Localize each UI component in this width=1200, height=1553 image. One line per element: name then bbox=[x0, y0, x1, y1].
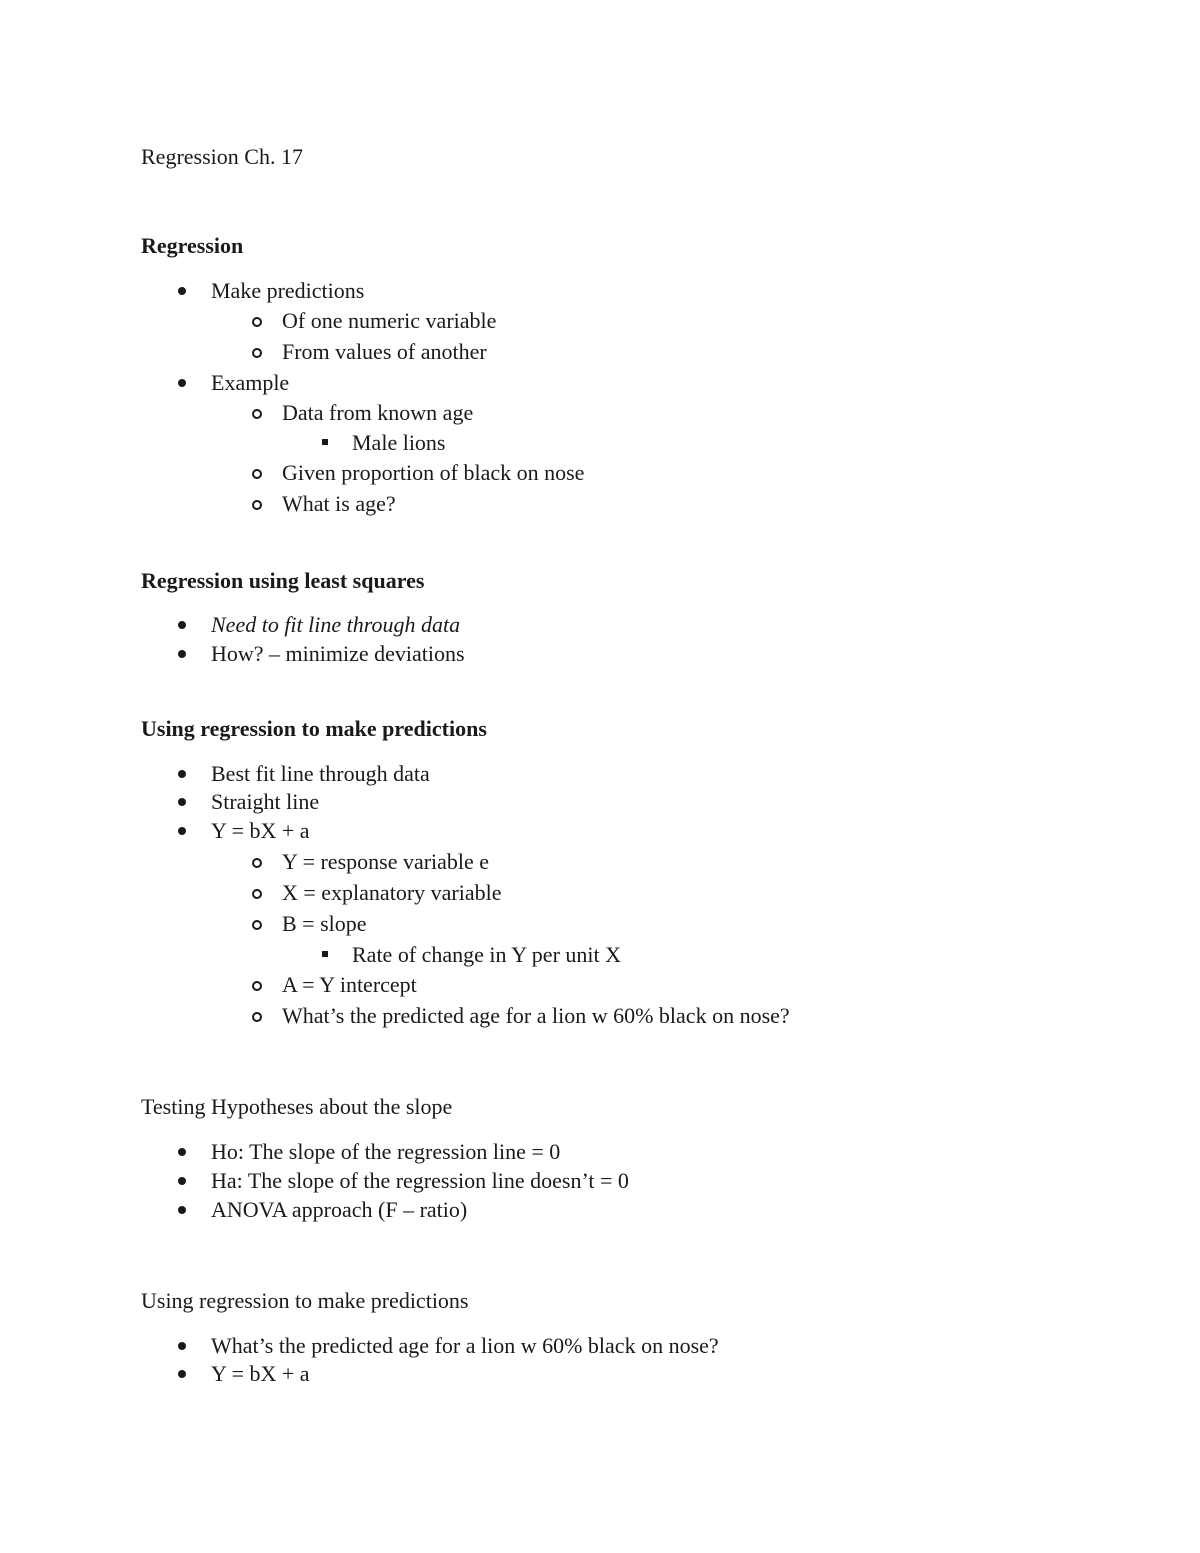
section-heading-regression: Regression bbox=[141, 233, 244, 258]
list-item: Of one numeric variable bbox=[282, 308, 497, 333]
list-item: A = Y intercept bbox=[282, 972, 417, 997]
disc-bullet-icon bbox=[171, 1168, 197, 1194]
list-item: Data from known age bbox=[282, 400, 474, 425]
list-item: Best fit line through data bbox=[211, 761, 430, 786]
list-item: How? – minimize deviations bbox=[211, 641, 465, 666]
list-item: What’s the predicted age for a lion w 60% black on nose? bbox=[211, 1333, 719, 1358]
list-item: Y = bX + a bbox=[211, 1361, 310, 1386]
list-item: X = explanatory variable bbox=[282, 880, 502, 905]
list-item: Male lions bbox=[352, 430, 446, 455]
disc-bullet-icon bbox=[171, 761, 197, 787]
ring-bullet-icon bbox=[246, 460, 272, 486]
ring-bullet-icon bbox=[246, 400, 272, 426]
section-heading-hypotheses: Testing Hypotheses about the slope bbox=[141, 1094, 453, 1119]
list-item: Need to fit line through data bbox=[211, 612, 461, 637]
list-item: Rate of change in Y per unit X bbox=[352, 942, 622, 967]
ring-bullet-icon bbox=[246, 911, 272, 937]
disc-bullet-icon bbox=[171, 1361, 197, 1387]
disc-bullet-icon bbox=[171, 1139, 197, 1165]
ring-bullet-icon bbox=[246, 308, 272, 334]
disc-bullet-icon bbox=[171, 641, 197, 667]
list-item: Y = bX + a bbox=[211, 818, 310, 843]
list-item: From values of another bbox=[282, 339, 487, 364]
disc-bullet-icon bbox=[171, 818, 197, 844]
list-item: Ho: The slope of the regression line = 0 bbox=[211, 1139, 561, 1164]
ring-bullet-icon bbox=[246, 339, 272, 365]
section-heading-predictions-2: Using regression to make predictions bbox=[141, 1288, 469, 1313]
disc-bullet-icon bbox=[171, 370, 197, 396]
ring-bullet-icon bbox=[246, 849, 272, 875]
list-item: What’s the predicted age for a lion w 60% black on nose? bbox=[282, 1003, 790, 1028]
square-bullet-icon bbox=[316, 430, 342, 456]
list-item: Given proportion of black on nose bbox=[282, 460, 585, 485]
disc-bullet-icon bbox=[171, 1197, 197, 1223]
ring-bullet-icon bbox=[246, 972, 272, 998]
section-heading-least-squares: Regression using least squares bbox=[141, 568, 425, 593]
document-title: Regression Ch. 17 bbox=[141, 144, 303, 169]
ring-bullet-icon bbox=[246, 880, 272, 906]
disc-bullet-icon bbox=[171, 612, 197, 638]
ring-bullet-icon bbox=[246, 491, 272, 517]
disc-bullet-icon bbox=[171, 278, 197, 304]
disc-bullet-icon bbox=[171, 1333, 197, 1359]
section-heading-predictions: Using regression to make predictions bbox=[141, 716, 487, 741]
list-item: What is age? bbox=[282, 491, 396, 516]
ring-bullet-icon bbox=[246, 1003, 272, 1029]
disc-bullet-icon bbox=[171, 789, 197, 815]
square-bullet-icon bbox=[316, 942, 342, 968]
list-item: Make predictions bbox=[211, 278, 365, 303]
list-item: Ha: The slope of the regression line doesn’t = 0 bbox=[211, 1168, 629, 1193]
list-item: Y = response variable e bbox=[282, 849, 490, 874]
list-item: ANOVA approach (F – ratio) bbox=[211, 1197, 468, 1222]
list-item: Example bbox=[211, 370, 290, 395]
list-item: B = slope bbox=[282, 911, 367, 936]
list-item: Straight line bbox=[211, 789, 320, 814]
